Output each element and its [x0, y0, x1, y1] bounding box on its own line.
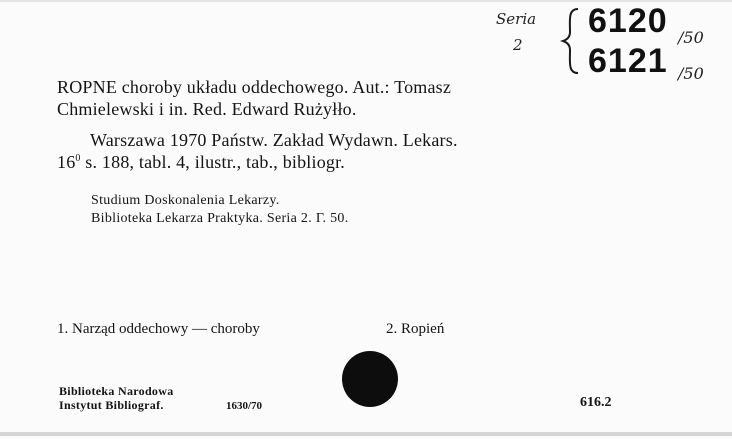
format-number: 16	[57, 152, 76, 172]
handwritten-seria-label: Seria	[496, 10, 537, 28]
card-bottom-edge	[0, 432, 732, 436]
call-number-second: 6121	[588, 42, 668, 80]
classification-number: 616.2	[580, 395, 612, 410]
series-line-2: Biblioteka Lekarza Praktyka. Seria 2. Γ. 50.	[91, 211, 349, 226]
subject-heading-1: 1. Narząd oddechowy — choroby	[57, 321, 260, 337]
imprint-line-1: Warszawa 1970 Państw. Zakład Wydawn. Lekars.	[90, 130, 458, 150]
title-line-2: Chmielewski i in. Red. Edward Rużyłło.	[57, 99, 357, 119]
card-number: 1630/70	[226, 400, 263, 412]
call-number-second-suffix: /50	[678, 64, 704, 83]
imprint-line-2	[57, 152, 345, 173]
institution-line-1: Biblioteka Narodowa	[59, 384, 174, 398]
series-line-1: Studium Doskonalenia Lekarzy.	[91, 193, 280, 208]
title-line-1: ROPNE choroby układu oddechowego. Aut.: Tomasz	[57, 77, 452, 97]
subject-heading-2: 2. Ropień	[386, 321, 445, 337]
institution-line-2: Instytut Bibliograf.	[59, 398, 164, 412]
punch-hole	[342, 351, 398, 407]
physical-description: s. 188, tabl. 4, ilustr., tab., bibliogr.	[80, 152, 346, 172]
handwritten-seria-number: 2	[513, 36, 523, 54]
call-number-first: 6120	[588, 2, 668, 40]
curly-brace-icon	[560, 6, 582, 76]
call-number-first-suffix: /50	[678, 28, 704, 47]
format-superscript: 0	[75, 153, 81, 164]
